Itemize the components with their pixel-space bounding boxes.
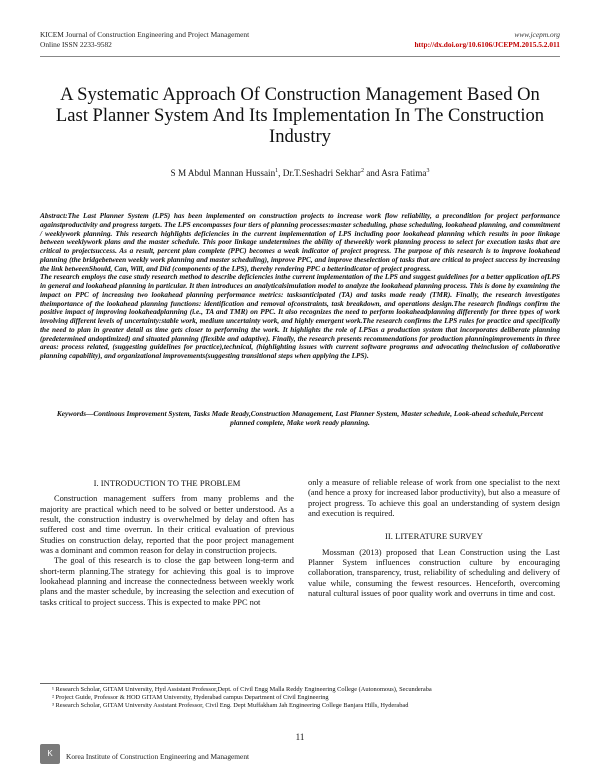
- abstract-text-1: The Last Planner System (LPS) has been implemented on construction projects to increase work flow reliability, a precondition for project performance againstproductivity and progress targets. The LPS encompasses four tiers of planning processes:master scheduling, phase scheduling, lookahead planning, and commitment / weeklywork planning. This research highlights deficiencies in the current implementation of LPS including poor lookahead planning which results in poor linkage between weeklywork plans and the master schedule. This poor linkage undetermines the ability of theweekly work planning process to select for execution tasks that are critical to projectsuccess. As a result, percent plan complete (PPC) becomes a weak indicator of project progress. The purpose of this research is to improve lookahead planning (the bridgebetween weekly work planning and master scheduling), improve PPC, and improve theselection of tasks that are critical to project success by increasing the link betweenShould, Can, Will, and Did (components of the LPS), thereby rendering PPC a betterindicator of project progress.: [40, 211, 560, 273]
- paper-title: A Systematic Approach Of Construction Management Based On Last Planner System And Its Implementation In The Construction Industry: [55, 84, 545, 147]
- journal-links: [414, 30, 560, 49]
- author-3-affil: 3: [426, 168, 430, 174]
- abstract-paragraph-1: [40, 212, 560, 273]
- keywords: [50, 410, 550, 428]
- section-1-paragraph-1: Construction management suffers from many problems and the majority are practical which need to be solved or better understood. As a result, the construction industry is overwhelmed by delay and often has suffered cost and time overrun. In their critical evaluation of previous Studies on construction delay, reported that the poor project management was a dominant and common reason for delay in construction projects.: [40, 494, 294, 556]
- section-1-paragraph-2: The goal of this research is to close the gap between long-term and short-term planning.The strategy for achieving this goal is to improve lookahead planning and increase the connectedness between weekly work plans and the master schedule, by increasing the selection and execution of tasks critical to project success. This is expected to make PPC not: [40, 556, 294, 607]
- doi-link[interactable]: http://dx.doi.org/10.6106/JCEPM.2015.5.2.011: [414, 39, 560, 49]
- footnote-3: ³ Research Scholar, GITAM University Assistant Professor, Civil Eng. Dept Muffakham Jah Engineering College Banjara Hills, Hyderabad: [52, 702, 409, 710]
- keywords-text: —Continous Improvement System, Tasks Made Ready,Construction Management, Last Planner System, Master schedule, Look-ahead schedule,Percent planned complete, Make work ready planning.: [86, 409, 544, 427]
- author-2-affil: 2: [360, 168, 364, 174]
- section-2-heading: II. LITERATURE SURVEY: [385, 531, 483, 542]
- author-1: S M Abdul Mannan Hussain: [170, 168, 276, 179]
- author-3: Asra Fatima: [381, 168, 427, 179]
- page-number: 11: [295, 732, 305, 742]
- abstract-paragraph-2: The research employs the case study research method to describe deficiencies inthe current implementation of the LPS and suggest guidelines for a better application ofLPS in general and lookahead planning in particular. It then introduces an analyticalsimulation model to analyze the lookahead planning process. This is done by examining the impact on PPC of increasing two lookahead planning performance metrics: tasksanticipated (TA) and tasks made ready (TMR). Finally, the research investigates theimportance of the lookahead planning functions: identification and removal ofconstraints, task breakdown, and operations design.The research findings confirm the positive impact of improving lookaheadplanning (i.e., TA and TMR) on PPC. It also recognizes the need to perform lookaheadplanning differently for three types of work involving different levels of uncertainty:stable work, medium uncertainty work, and highly emergent work.The research confirms the LPS rules for practice and specifically the need to plan in greater detail as time gets closer to performing the work. It highlights the role of LPSas a production system that incorporates deliberate planning (predetermined andoptimized) and situated planning (flexible and adaptive). Finally, the research presents recommendations for production planningimprovements in three areas: process related, (suggesting guidelines for practice),technical, (highlighting issues with current software programs and advocating theinclusion of collaborative planning capability), and organizational improvements(suggesting transitional steps when applying the LPS).: [40, 272, 560, 360]
- journal-website-link[interactable]: www.jcepm.org: [514, 30, 560, 39]
- abstract-label: Abstract:: [40, 211, 68, 220]
- footnote-divider: [40, 683, 220, 684]
- right-column: [308, 478, 560, 599]
- journal-header: [40, 30, 249, 49]
- author-2: Dr.T.Seshadri Sekhar: [282, 168, 361, 179]
- left-column: [40, 478, 294, 608]
- abstract: [40, 212, 560, 361]
- section-1-continuation: only a measure of reliable release of work from one specialist to the next (and hence a proxy for increased labor productivity), but also a measure of project progress. To achieve this goal an understanding of system design and execution is required.: [308, 478, 560, 519]
- publisher-logo-icon: K: [40, 744, 60, 764]
- journal-name: KICEM Journal of Construction Engineering and Project Management: [40, 30, 250, 39]
- publisher-name: Korea Institute of Construction Engineering and Management: [66, 752, 250, 761]
- author-line: S M Abdul Mannan Hussain$^1$, Dr.T.Seshadri Sekhar$^2$ and Asra Fatima$^3$: [170, 168, 430, 179]
- header-divider: [40, 56, 560, 57]
- author-1-affil: 1: [275, 168, 279, 174]
- section-2-paragraph-1: Mossman (2013) proposed that Lean Construction using the Last Planner System influences construction culture by encouraging collaboration, transparency, trust, reliability of scheduling and delivery of value while, consuming the fewest resources. Henceforth, overcoming natural cultural issues of poor quality work and overruns in time and cost.: [308, 547, 560, 599]
- footnote-2: ² Project Guide, Professor & HOD GITAM University, Hyderabad campus Department of Civil Engineering: [52, 694, 329, 702]
- section-1-heading: I. INTRODUCTION TO THE PROBLEM: [93, 478, 241, 488]
- keywords-label: Keywords: [56, 409, 87, 418]
- journal-issn: Online ISSN 2233-9582: [40, 39, 112, 49]
- footnotes: [52, 686, 560, 711]
- footnote-1: ¹ Research Scholar, GITAM University, Hyd Assistant Professor,Dept. of Civil Engg Malla Reddy Engineering College (Autonomous), Secunderaba: [52, 686, 432, 693]
